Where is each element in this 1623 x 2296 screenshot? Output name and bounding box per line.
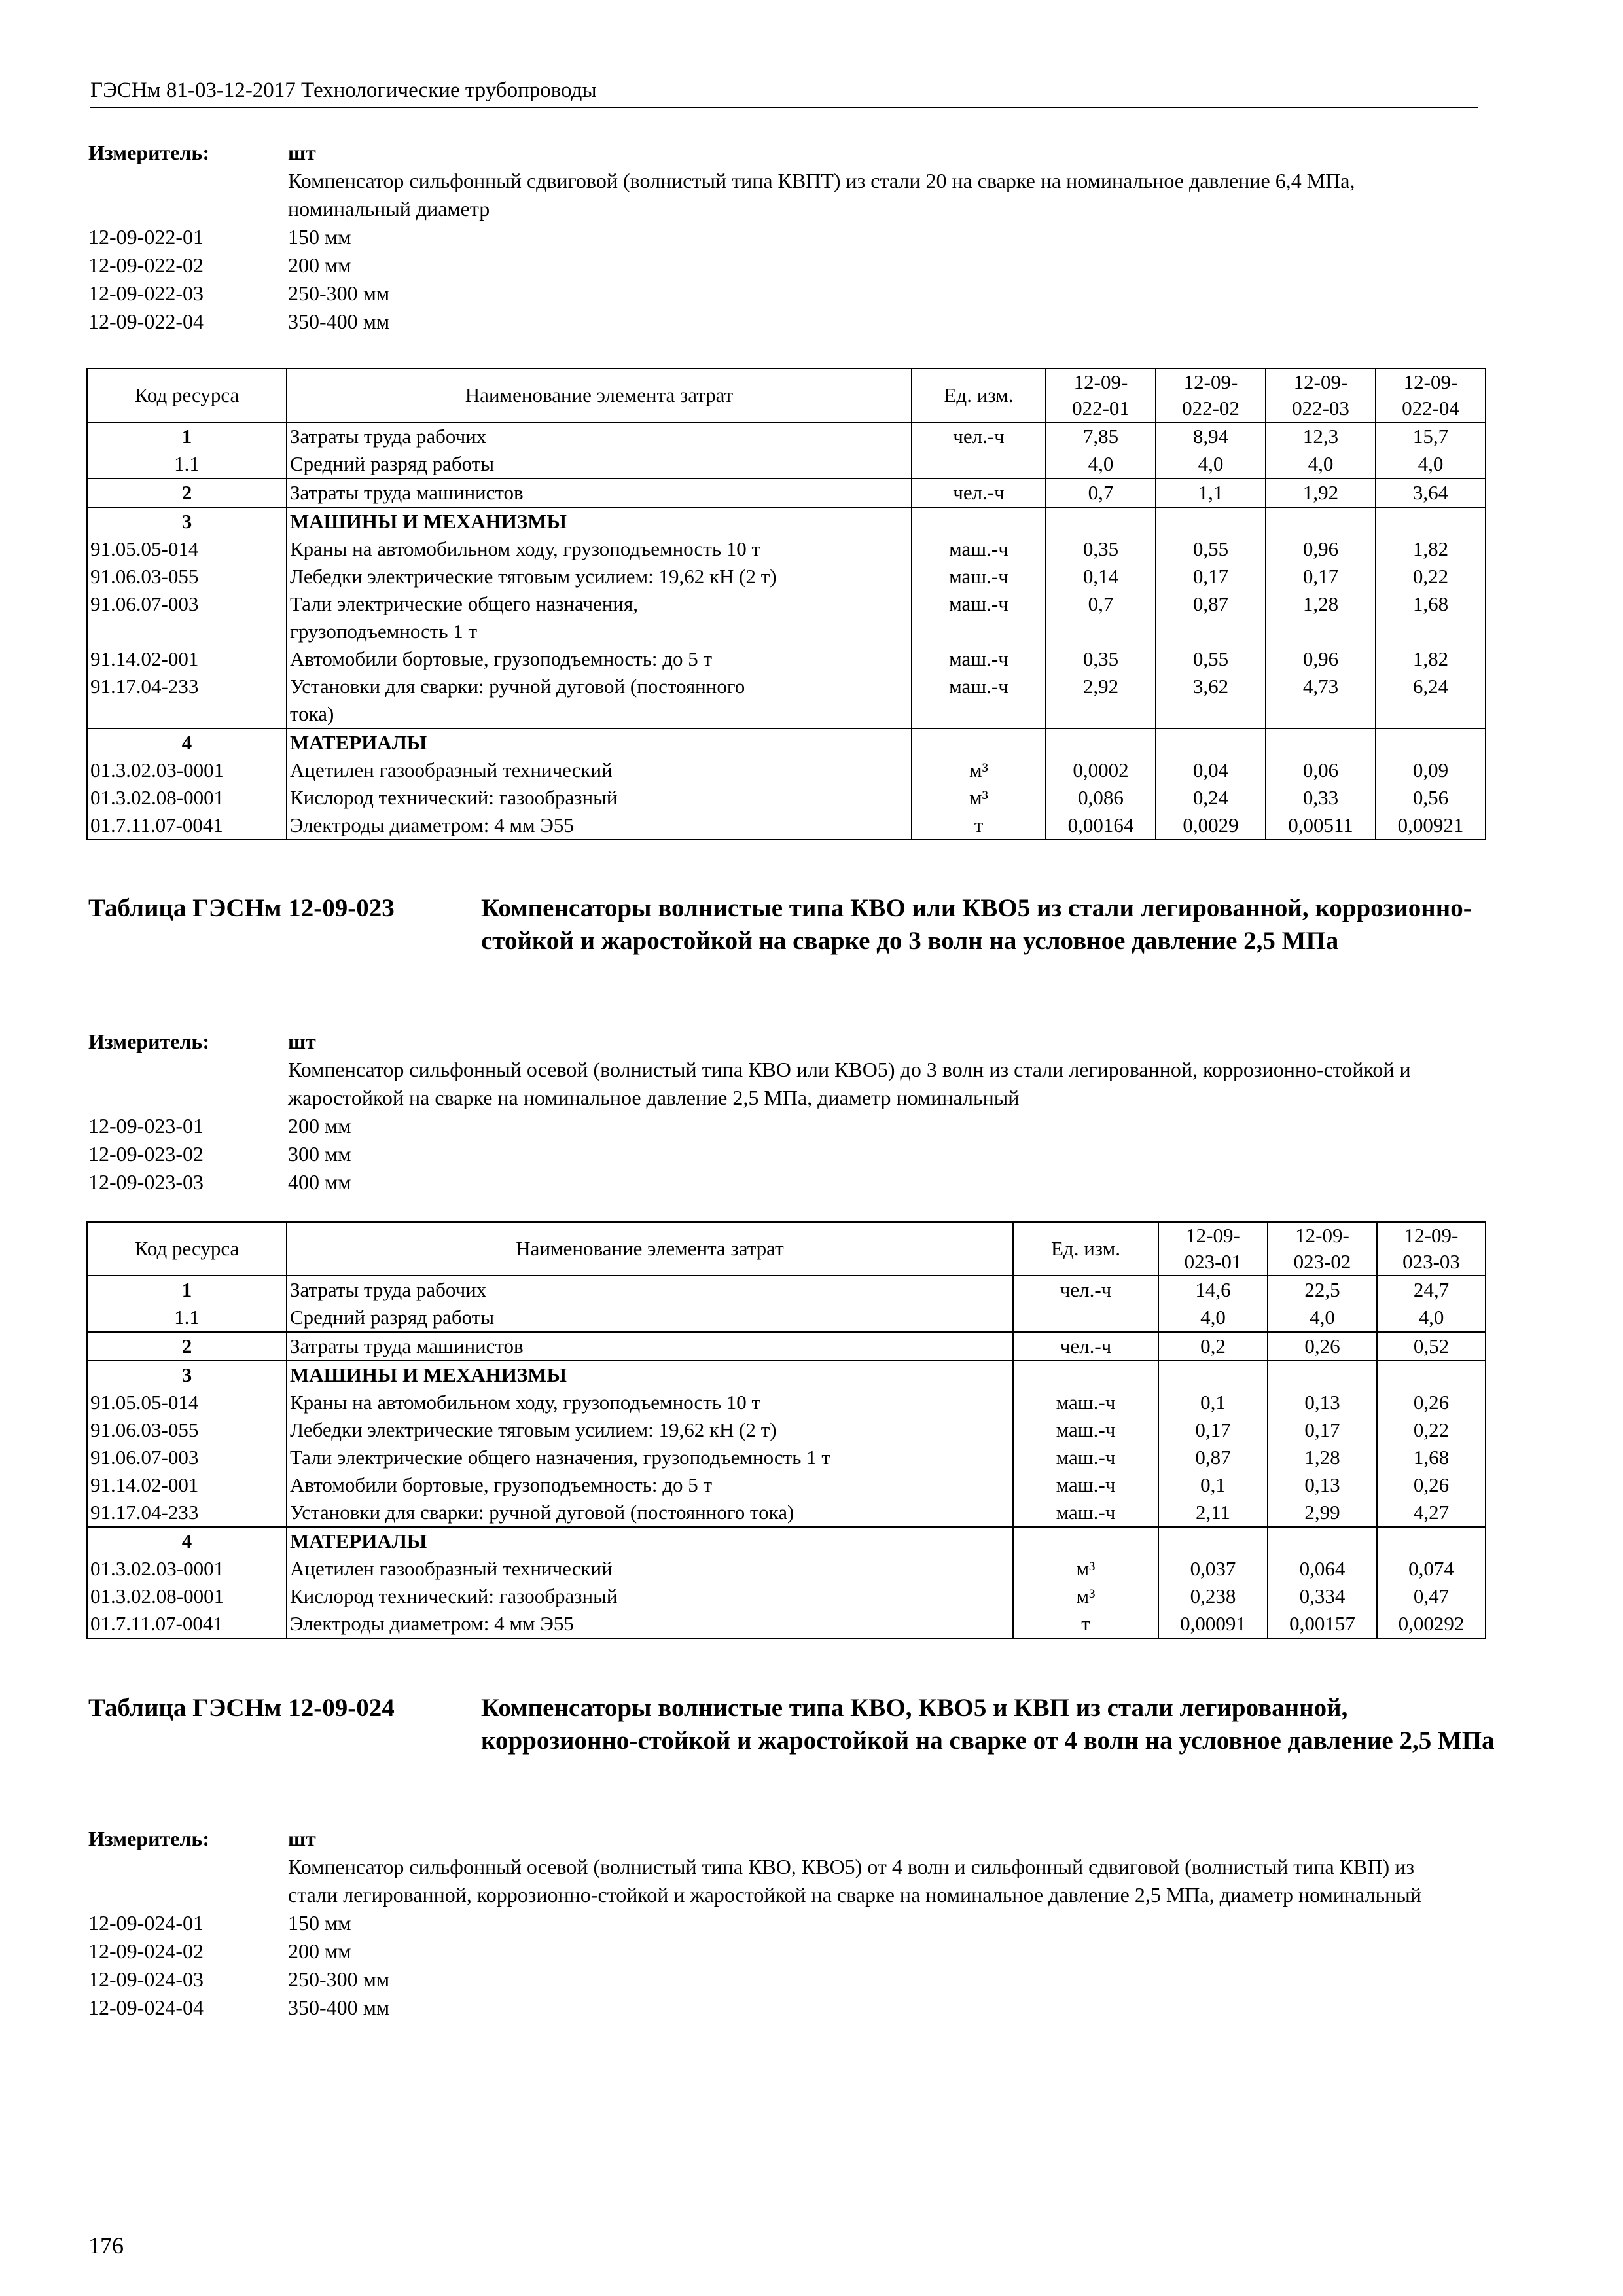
code-value: 200 мм [288, 1114, 351, 1138]
value-cell: 0,086 [1046, 784, 1156, 812]
value-cell: 0,14 [1046, 563, 1156, 590]
table-row [87, 1389, 1486, 1416]
value-cell: 0,26 [1377, 1389, 1486, 1416]
value-cell: 0,06 [1266, 757, 1376, 784]
value-cell [1377, 1527, 1486, 1555]
unit: чел.-ч [912, 478, 1046, 507]
table-row [87, 1499, 1486, 1527]
value-cell: 0,00164 [1046, 812, 1156, 840]
table-row [87, 590, 1486, 645]
value-cell: 0,13 [1268, 1471, 1377, 1499]
code-value: 350-400 мм [288, 310, 390, 333]
value-cell [1156, 728, 1266, 757]
resource-code: 91.17.04-233 [87, 673, 287, 728]
code-value: 150 мм [288, 225, 351, 249]
value-cell: 4,0 [1268, 1304, 1377, 1332]
resource-code: 1.1 [87, 450, 287, 478]
table-row [87, 563, 1486, 590]
code-number: 12-09-024-04 [88, 1996, 204, 2019]
resource-code: 4 [87, 1527, 287, 1555]
resource-code: 91.14.02-001 [87, 1471, 287, 1499]
table-row [87, 478, 1486, 507]
code-number: 12-09-022-01 [88, 225, 204, 249]
unit: маш.-ч [912, 645, 1046, 673]
value-cell: 12,3 [1266, 422, 1376, 450]
code-number: 12-09-023-03 [88, 1170, 204, 1194]
value-cell: 24,7 [1377, 1276, 1486, 1304]
value-cell: 0,56 [1376, 784, 1486, 812]
value-cell [1046, 728, 1156, 757]
header-code-column: 12-09- 022-03 [1266, 368, 1376, 422]
code-value: 200 мм [288, 1939, 351, 1963]
value-cell: 2,92 [1046, 673, 1156, 728]
value-cell: 3,64 [1376, 478, 1486, 507]
cost-element-name: МАШИНЫ И МЕХАНИЗМЫ [287, 1361, 1013, 1389]
value-cell: 15,7 [1376, 422, 1486, 450]
value-cell: 0,96 [1266, 645, 1376, 673]
value-cell: 4,0 [1266, 450, 1376, 478]
resource-code: 2 [87, 478, 287, 507]
code-row [88, 251, 1469, 279]
code-row [88, 279, 1469, 308]
value-cell [1376, 728, 1486, 757]
cost-table-1 [86, 368, 1486, 840]
cost-element-name: Лебедки электрические тяговым усилием: 19,62 кН (2 т) [287, 1416, 1013, 1444]
header-unit: Ед. изм. [912, 368, 1046, 422]
value-cell: 0,22 [1376, 563, 1486, 590]
header-code: Код ресурса [87, 368, 287, 422]
code-value: 150 мм [288, 1911, 351, 1935]
value-cell: 0,96 [1266, 535, 1376, 563]
value-cell [1158, 1527, 1268, 1555]
code-row [88, 1140, 1469, 1168]
value-cell: 4,0 [1046, 450, 1156, 478]
cost-table-2 [86, 1221, 1486, 1639]
code-value: 200 мм [288, 253, 351, 277]
value-cell: 2,99 [1268, 1499, 1377, 1527]
value-cell: 2,11 [1158, 1499, 1268, 1527]
code-value: 300 мм [288, 1142, 351, 1166]
value-cell: 0,17 [1156, 563, 1266, 590]
code-number: 12-09-022-03 [88, 281, 204, 305]
value-cell [1377, 1361, 1486, 1389]
unit [912, 728, 1046, 757]
header-code: Код ресурса [87, 1222, 287, 1276]
cost-element-name: Тали электрические общего назначения, грузоподъемность 1 т [287, 590, 912, 645]
code-number: 12-09-024-03 [88, 1967, 204, 1991]
header-code-column: 12-09- 022-02 [1156, 368, 1266, 422]
unit [912, 507, 1046, 535]
unit [1013, 1304, 1158, 1332]
cost-element-name: Затраты труда рабочих [287, 422, 912, 450]
value-cell: 0,35 [1046, 645, 1156, 673]
measure-description: Компенсатор сильфонный сдвиговой (волнистый типа КВПТ) из стали 20 на сварке на номинальное давление 6,4 МПа, номинальный диаметр [288, 169, 1355, 221]
measure-label: Измеритель: [88, 1030, 209, 1053]
header-code-column: 12-09- 022-01 [1046, 368, 1156, 422]
value-cell: 0,13 [1268, 1389, 1377, 1416]
cost-element-name: Средний разряд работы [287, 450, 912, 478]
resource-code: 91.06.03-055 [87, 563, 287, 590]
cost-element-name: Затраты труда машинистов [287, 1332, 1013, 1361]
unit: маш.-ч [1013, 1499, 1158, 1527]
table-row [87, 1610, 1486, 1638]
measure-description: Компенсатор сильфонный осевой (волнистый типа КВО, КВО5) от 4 волн и сильфонный сдвиговой (волнистый типа КВП) из стали легированной, коррозионно-стойкой и жаростойкой на сварке на номинальное давление 2,5 МПа, диаметр номинальный [288, 1855, 1421, 1907]
value-cell: 0,7 [1046, 478, 1156, 507]
running-header: ГЭСНм 81-03-12-2017 Технологические трубопроводы [90, 77, 1478, 108]
cost-element-name: МАТЕРИАЛЫ [287, 728, 912, 757]
unit: маш.-ч [1013, 1389, 1158, 1416]
code-row [88, 1937, 1469, 1965]
value-cell: 1,92 [1266, 478, 1376, 507]
code-value: 400 мм [288, 1170, 351, 1194]
unit: м³ [1013, 1555, 1158, 1583]
unit: т [912, 812, 1046, 840]
table-row [87, 1555, 1486, 1583]
cost-element-name: Автомобили бортовые, грузоподъемность: до 5 т [287, 1471, 1013, 1499]
table-row [87, 1471, 1486, 1499]
table-row [87, 757, 1486, 784]
value-cell: 1,1 [1156, 478, 1266, 507]
code-number: 12-09-024-02 [88, 1939, 204, 1963]
cost-element-name: Установки для сварки: ручной дуговой (постоянного тока) [287, 1499, 1013, 1527]
cost-element-name: Краны на автомобильном ходу, грузоподъемность 10 т [287, 535, 912, 563]
cost-element-name: Средний разряд работы [287, 1304, 1013, 1332]
value-cell: 0,04 [1156, 757, 1266, 784]
value-cell: 0,24 [1156, 784, 1266, 812]
measure-block-1 [88, 139, 1469, 336]
value-cell [1266, 507, 1376, 535]
resource-code: 1 [87, 422, 287, 450]
header-code-column: 12-09- 023-02 [1268, 1222, 1377, 1276]
code-row [88, 1112, 1469, 1140]
table-row [87, 1276, 1486, 1304]
value-cell: 0,87 [1158, 1444, 1268, 1471]
cost-element-name: Кислород технический: газообразный [287, 1583, 1013, 1610]
table-header-row [87, 1222, 1486, 1276]
value-cell: 0,074 [1377, 1555, 1486, 1583]
unit [912, 450, 1046, 478]
code-value: 250-300 мм [288, 281, 390, 305]
value-cell: 0,17 [1158, 1416, 1268, 1444]
table-row [87, 1361, 1486, 1389]
table-row [87, 1332, 1486, 1361]
header-name: Наименование элемента затрат [287, 368, 912, 422]
cost-element-name: Затраты труда машинистов [287, 478, 912, 507]
value-cell: 0,2 [1158, 1332, 1268, 1361]
value-cell: 0,17 [1268, 1416, 1377, 1444]
value-cell: 1,68 [1376, 590, 1486, 645]
table-row [87, 784, 1486, 812]
value-cell: 0,064 [1268, 1555, 1377, 1583]
cost-element-name: Ацетилен газообразный технический [287, 1555, 1013, 1583]
resource-code: 01.7.11.07-0041 [87, 1610, 287, 1638]
value-cell: 0,35 [1046, 535, 1156, 563]
header-name: Наименование элемента затрат [287, 1222, 1013, 1276]
cost-element-name: Краны на автомобильном ходу, грузоподъемность 10 т [287, 1389, 1013, 1416]
value-cell: 4,0 [1377, 1304, 1486, 1332]
value-cell: 1,82 [1376, 645, 1486, 673]
table-row [87, 1583, 1486, 1610]
table-row [87, 1416, 1486, 1444]
table-row [87, 645, 1486, 673]
value-cell: 0,334 [1268, 1583, 1377, 1610]
table-title-label: Таблица ГЭСНм 12-09-023 [88, 894, 395, 922]
value-cell: 0,0002 [1046, 757, 1156, 784]
cost-element-name: Электроды диаметром: 4 мм Э55 [287, 812, 912, 840]
table-row [87, 1304, 1486, 1332]
resource-code: 91.17.04-233 [87, 1499, 287, 1527]
unit: маш.-ч [912, 535, 1046, 563]
resource-code: 2 [87, 1332, 287, 1361]
resource-code: 01.3.02.03-0001 [87, 757, 287, 784]
cost-element-name: МАТЕРИАЛЫ [287, 1527, 1013, 1555]
code-number: 12-09-023-01 [88, 1114, 204, 1138]
cost-element-name: Тали электрические общего назначения, грузоподъемность 1 т [287, 1444, 1013, 1471]
measure-block-2 [88, 1028, 1469, 1196]
resource-code: 91.05.05-014 [87, 1389, 287, 1416]
table-title-3 [88, 1692, 1502, 1757]
cost-element-name: Затраты труда рабочих [287, 1276, 1013, 1304]
header-code-column: 12-09- 022-04 [1376, 368, 1486, 422]
cost-element-name: Автомобили бортовые, грузоподъемность: до 5 т [287, 645, 912, 673]
value-cell [1046, 507, 1156, 535]
code-row [88, 1965, 1469, 1994]
unit: м³ [1013, 1583, 1158, 1610]
unit: т [1013, 1610, 1158, 1638]
value-cell: 0,52 [1377, 1332, 1486, 1361]
value-cell: 4,0 [1376, 450, 1486, 478]
code-value: 250-300 мм [288, 1967, 390, 1991]
code-number: 12-09-022-02 [88, 253, 204, 277]
table-row [87, 422, 1486, 450]
value-cell: 4,73 [1266, 673, 1376, 728]
table-row [87, 1527, 1486, 1555]
value-cell: 1,82 [1376, 535, 1486, 563]
measure-label: Измеритель: [88, 1827, 209, 1850]
cost-element-name: МАШИНЫ И МЕХАНИЗМЫ [287, 507, 912, 535]
code-row [88, 1909, 1469, 1937]
resource-code: 91.05.05-014 [87, 535, 287, 563]
value-cell: 0,00292 [1377, 1610, 1486, 1638]
value-cell: 0,00091 [1158, 1610, 1268, 1638]
header-code-column: 12-09- 023-03 [1377, 1222, 1486, 1276]
cost-element-name: Лебедки электрические тяговым усилием: 19,62 кН (2 т) [287, 563, 912, 590]
resource-code: 91.06.03-055 [87, 1416, 287, 1444]
value-cell: 14,6 [1158, 1276, 1268, 1304]
value-cell: 7,85 [1046, 422, 1156, 450]
code-number: 12-09-023-02 [88, 1142, 204, 1166]
unit: маш.-ч [1013, 1471, 1158, 1499]
value-cell: 1,28 [1268, 1444, 1377, 1471]
table-row [87, 450, 1486, 478]
resource-code: 4 [87, 728, 287, 757]
value-cell: 0,17 [1266, 563, 1376, 590]
resource-code: 01.3.02.03-0001 [87, 1555, 287, 1583]
value-cell [1156, 507, 1266, 535]
value-cell [1268, 1527, 1377, 1555]
table-row [87, 812, 1486, 840]
value-cell: 0,037 [1158, 1555, 1268, 1583]
page-number: 176 [88, 2233, 124, 2259]
code-row [88, 1168, 1469, 1196]
value-cell: 0,26 [1268, 1332, 1377, 1361]
unit: маш.-ч [1013, 1416, 1158, 1444]
cost-element-name: Ацетилен газообразный технический [287, 757, 912, 784]
value-cell: 0,47 [1377, 1583, 1486, 1610]
value-cell: 1,68 [1377, 1444, 1486, 1471]
unit: чел.-ч [912, 422, 1046, 450]
unit: маш.-ч [912, 590, 1046, 645]
value-cell: 0,1 [1158, 1471, 1268, 1499]
unit: м³ [912, 757, 1046, 784]
value-cell [1376, 507, 1486, 535]
table-row [87, 507, 1486, 535]
measure-block-3 [88, 1825, 1469, 2022]
value-cell: 22,5 [1268, 1276, 1377, 1304]
resource-code: 1 [87, 1276, 287, 1304]
table-row [87, 728, 1486, 757]
value-cell: 8,94 [1156, 422, 1266, 450]
value-cell: 0,33 [1266, 784, 1376, 812]
table-row [87, 1444, 1486, 1471]
value-cell: 3,62 [1156, 673, 1266, 728]
code-number: 12-09-022-04 [88, 310, 204, 333]
cost-element-name: Установки для сварки: ручной дуговой (постоянного тока) [287, 673, 912, 728]
cost-element-name: Электроды диаметром: 4 мм Э55 [287, 1610, 1013, 1638]
unit: чел.-ч [1013, 1332, 1158, 1361]
value-cell: 0,55 [1156, 535, 1266, 563]
unit [1013, 1361, 1158, 1389]
cost-element-name: Кислород технический: газообразный [287, 784, 912, 812]
value-cell: 0,7 [1046, 590, 1156, 645]
unit: маш.-ч [912, 563, 1046, 590]
resource-code: 91.06.07-003 [87, 1444, 287, 1471]
value-cell: 4,27 [1377, 1499, 1486, 1527]
unit [1013, 1527, 1158, 1555]
value-cell: 0,0029 [1156, 812, 1266, 840]
value-cell: 0,00511 [1266, 812, 1376, 840]
resource-code: 01.3.02.08-0001 [87, 1583, 287, 1610]
measure-unit: шт [288, 1827, 316, 1850]
header-unit: Ед. изм. [1013, 1222, 1158, 1276]
table-row [87, 673, 1486, 728]
unit: чел.-ч [1013, 1276, 1158, 1304]
value-cell: 0,55 [1156, 645, 1266, 673]
value-cell: 4,0 [1158, 1304, 1268, 1332]
value-cell: 0,00921 [1376, 812, 1486, 840]
code-number: 12-09-024-01 [88, 1911, 204, 1935]
unit: м³ [912, 784, 1046, 812]
value-cell: 0,00157 [1268, 1610, 1377, 1638]
unit: маш.-ч [1013, 1444, 1158, 1471]
code-row [88, 223, 1469, 251]
resource-code: 91.06.07-003 [87, 590, 287, 645]
value-cell [1268, 1361, 1377, 1389]
table-title-label: Таблица ГЭСНм 12-09-024 [88, 1694, 395, 1722]
code-value: 350-400 мм [288, 1996, 390, 2019]
header-code-column: 12-09- 023-01 [1158, 1222, 1268, 1276]
measure-description: Компенсатор сильфонный осевой (волнистый типа КВО или КВО5) до 3 волн из стали легированной, коррозионно-стойкой и жаростойкой на сварке на номинальное давление 2,5 МПа, диаметр номинальный [288, 1058, 1411, 1109]
value-cell: 0,1 [1158, 1389, 1268, 1416]
value-cell: 4,0 [1156, 450, 1266, 478]
resource-code: 3 [87, 1361, 287, 1389]
value-cell: 0,87 [1156, 590, 1266, 645]
table-title-text: Компенсаторы волнистые типа КВО, КВО5 и КВП из стали легированной, коррозионно-стойкой и жаростойкой на сварке от 4 волн на условное давление 2,5 МПа [481, 1694, 1495, 1755]
resource-code: 1.1 [87, 1304, 287, 1332]
code-row [88, 308, 1469, 336]
resource-code: 91.14.02-001 [87, 645, 287, 673]
value-cell [1266, 728, 1376, 757]
measure-unit: шт [288, 1030, 316, 1053]
table-title-2 [88, 892, 1502, 958]
value-cell: 0,22 [1377, 1416, 1486, 1444]
value-cell: 6,24 [1376, 673, 1486, 728]
value-cell: 0,26 [1377, 1471, 1486, 1499]
code-row [88, 1994, 1469, 2022]
resource-code: 01.3.02.08-0001 [87, 784, 287, 812]
table-header-row [87, 368, 1486, 422]
table-row [87, 535, 1486, 563]
value-cell [1158, 1361, 1268, 1389]
value-cell: 0,09 [1376, 757, 1486, 784]
measure-label: Измеритель: [88, 141, 209, 164]
table-title-text: Компенсаторы волнистые типа КВО или КВО5 из стали легированной, коррозионно-стойкой и жаростойкой на сварке до 3 волн на условное давление 2,5 МПа [481, 894, 1472, 955]
resource-code: 3 [87, 507, 287, 535]
resource-code: 01.7.11.07-0041 [87, 812, 287, 840]
value-cell: 1,28 [1266, 590, 1376, 645]
measure-unit: шт [288, 141, 316, 164]
unit: маш.-ч [912, 673, 1046, 728]
value-cell: 0,238 [1158, 1583, 1268, 1610]
